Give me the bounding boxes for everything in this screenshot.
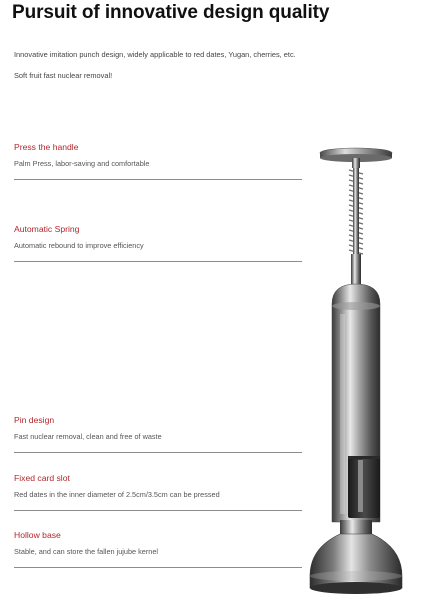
feature-title: Press the handle — [14, 142, 79, 152]
feature-fixed-card-slot — [14, 473, 302, 511]
feature-description: Red dates in the inner diameter of 2.5cm/3.5cm can be pressed — [14, 490, 220, 499]
pitter-product-image — [296, 144, 424, 600]
feature-description: Fast nuclear removal, clean and free of waste — [14, 432, 162, 441]
press-handle — [320, 148, 392, 168]
feature-title: Hollow base — [14, 530, 61, 540]
hollow-base — [310, 520, 402, 594]
feature-hollow-base — [14, 530, 302, 568]
feature-pin-design — [14, 415, 302, 453]
feature-title: Fixed card slot — [14, 473, 70, 483]
feature-description: Stable, and can store the fallen jujube kernel — [14, 547, 159, 556]
intro-tagline: Soft fruit fast nuclear removal! — [14, 71, 113, 80]
feature-automatic-spring — [14, 224, 302, 262]
divider — [14, 261, 302, 262]
rod-collar — [351, 254, 361, 284]
divider — [14, 452, 302, 453]
intro-text: Innovative imitation punch design, widely applicable to red dates, Yugan, cherries, etc. — [14, 50, 296, 59]
page-title: Pursuit of innovative design quality — [12, 2, 330, 23]
fixed-card-slot — [348, 456, 380, 518]
divider — [14, 567, 302, 568]
feature-title: Pin design — [14, 415, 55, 425]
divider — [14, 510, 302, 511]
feature-press-handle — [14, 142, 302, 180]
feature-title: Automatic Spring — [14, 224, 80, 234]
divider — [14, 179, 302, 180]
feature-description: Palm Press, labor-saving and comfortable — [14, 159, 150, 168]
feature-description: Automatic rebound to improve efficiency — [14, 241, 144, 250]
